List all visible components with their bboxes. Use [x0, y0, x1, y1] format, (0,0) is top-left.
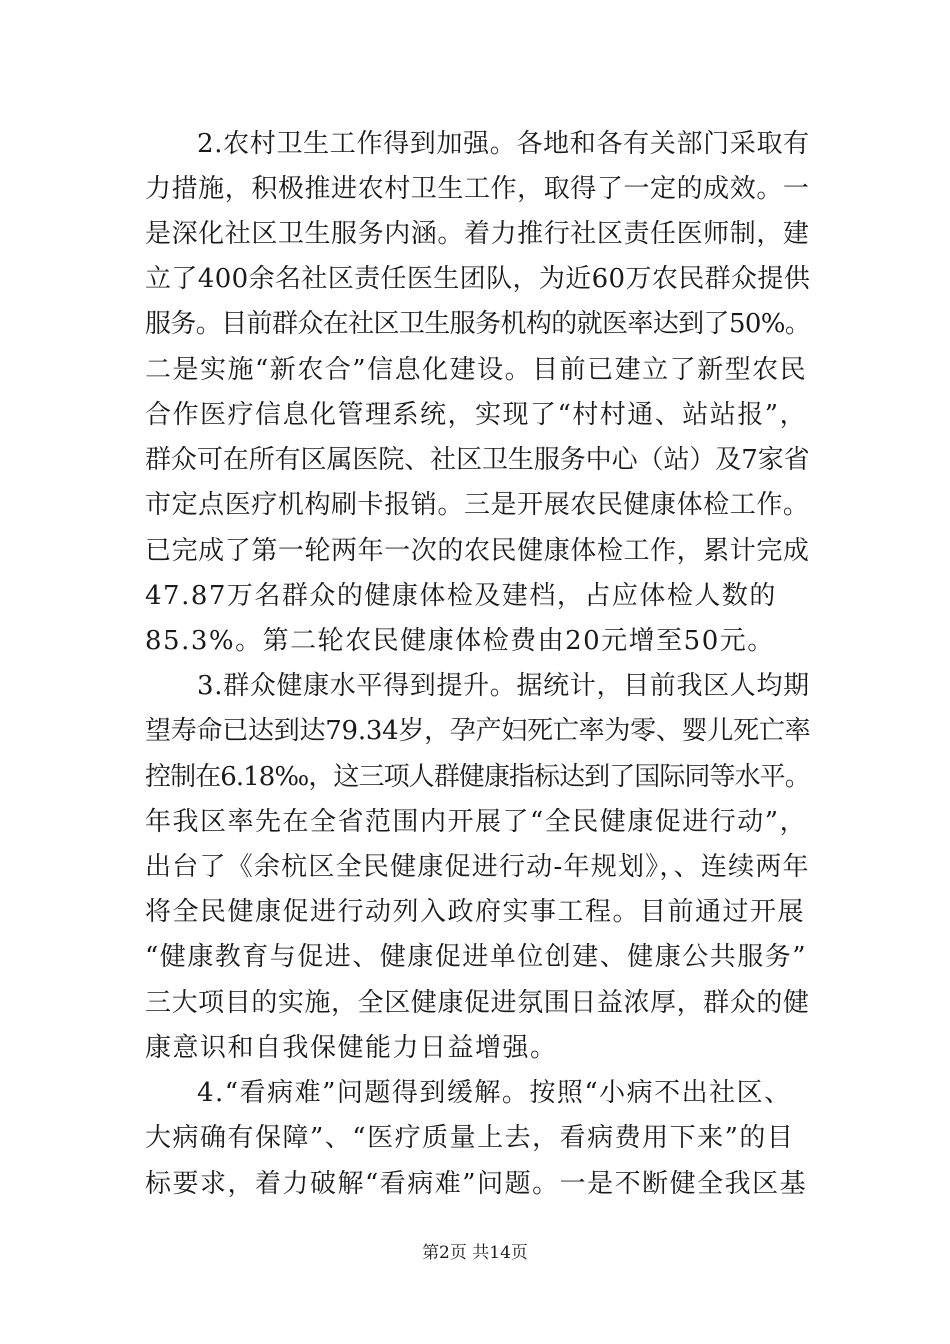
text-line: 将全民健康促进行动列入政府实事工程。目前通过开展	[145, 897, 806, 927]
text-line: 望寿命已达到达79.34岁，孕产妇死亡率为零、婴儿死亡率	[145, 716, 811, 746]
text-line: 市定点医疗机构刷卡报销。三是开展农民健康体检工作。	[145, 490, 810, 520]
text-line: 康意识和自我保健能力日益增强。	[145, 1033, 558, 1063]
text-line: 出台了《余杭区全民健康促进行动-年规划》，、连续两年	[145, 852, 810, 882]
text-line: 控制在6.18‰，这三项人群健康指标达到了国际同等水平。	[145, 762, 810, 792]
text-line: 力措施，积极推进农村卫生工作，取得了一定的成效。一	[145, 174, 810, 204]
text-line: 服务。目前群众在社区卫生服务机构的就医率达到了50%。	[145, 309, 811, 339]
text-line: 大病确有保障”、“医疗质量上去，看病费用下来”的目	[145, 1123, 795, 1153]
text-line: 85.3%。第二轮农民健康体检费由20元增至50元。	[145, 626, 775, 656]
text-line: “健康教育与促进、健康促进单位创建、健康公共服务”	[145, 942, 808, 972]
text-line: 是深化社区卫生服务内涵。着力推行社区责任医师制，建	[145, 219, 810, 249]
text-line: 3.群众健康水平得到提升。据统计，目前我区人均期	[197, 671, 810, 701]
text-line: 4.“看病难”问题得到缓解。按照“小病不出社区、	[197, 1078, 792, 1108]
text-line: 2.农村卫生工作得到加强。各地和各有关部门采取有	[197, 129, 810, 159]
text-line: 群众可在所有区属医院、社区卫生服务中心（站）及7家省	[145, 445, 810, 475]
text-line: 合作医疗信息化管理系统，实现了“村村通、站站报”，	[145, 400, 808, 430]
text-line: 二是实施“新农合”信息化建设。目前已建立了新型农民	[145, 355, 808, 385]
text-line: 年我区率先在全省范围内开展了“全民健康促进行动”，	[145, 807, 808, 837]
text-line: 标要求，着力破解“看病难”问题。一是不断健全我区基	[145, 1169, 808, 1199]
page-footer: 第2页 共14页	[422, 1243, 528, 1263]
text-line: 已完成了第一轮两年一次的农民健康体检工作，累计完成	[145, 536, 810, 566]
text-line: 47.87万名群众的健康体检及建档，占应体检人数的	[145, 581, 777, 611]
text-line: 立了400余名社区责任医生团队，为近60万农民群众提供	[145, 264, 811, 294]
text-line: 三大项目的实施，全区健康促进氛围日益浓厚，群众的健	[145, 988, 810, 1018]
